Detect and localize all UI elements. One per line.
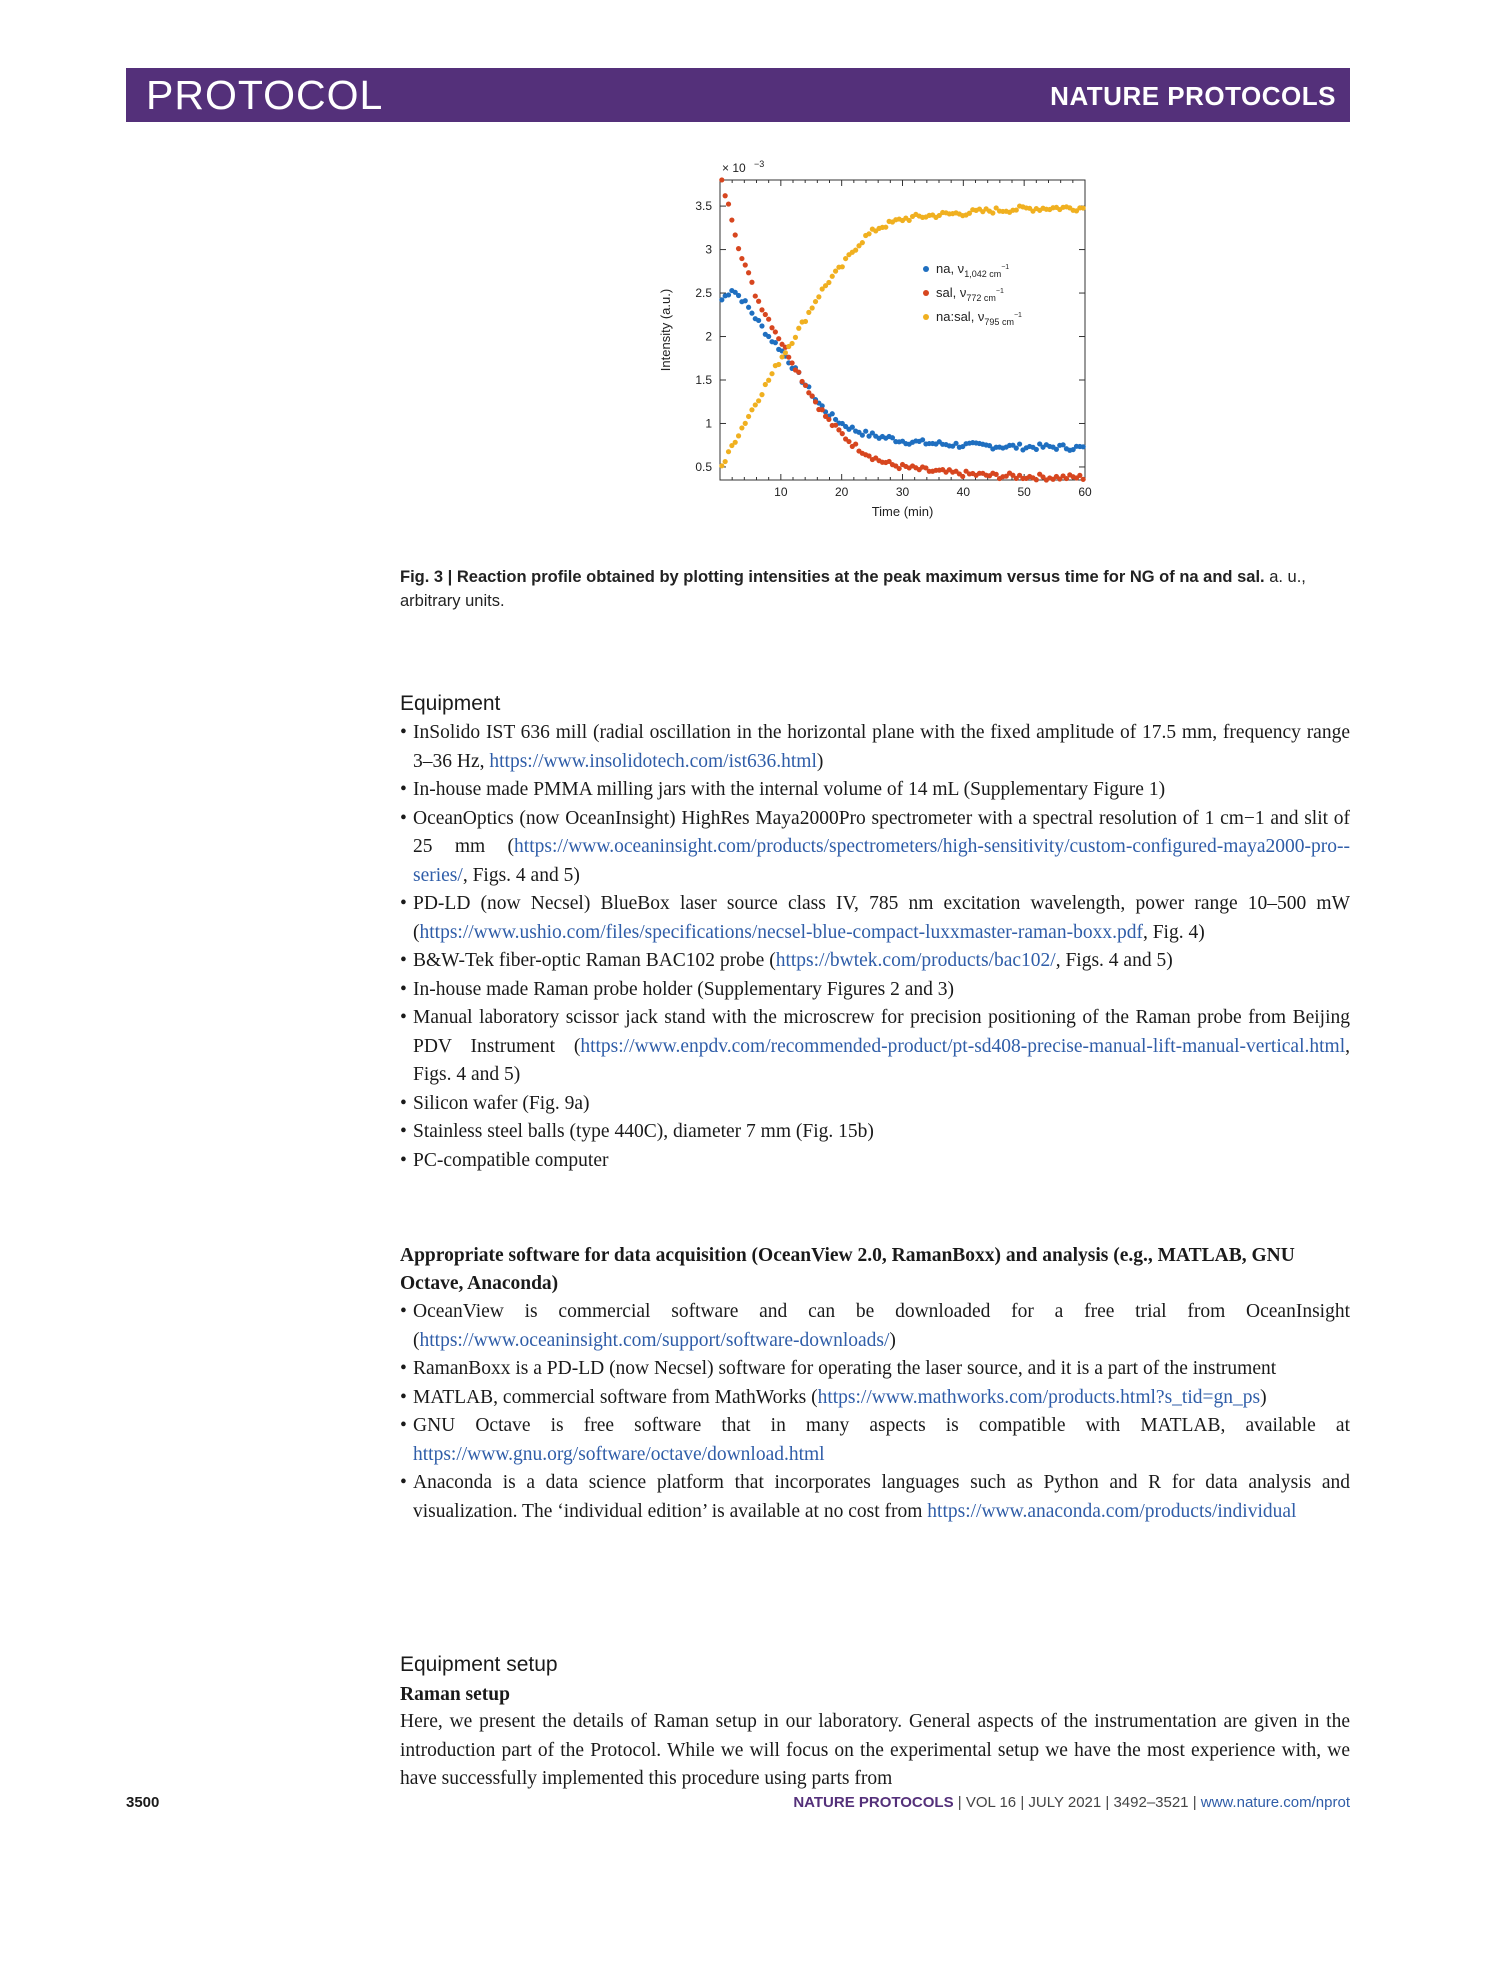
equipment-item-suffix: ) (816, 750, 824, 772)
data-point (793, 335, 798, 340)
data-point (990, 210, 995, 215)
data-point (813, 299, 818, 304)
equipment-item-text: B&W-Tek fiber-optic Raman BAC102 probe ( (413, 950, 776, 971)
footer-citation (793, 1794, 1350, 1811)
equipment-item-text: InSolido IST 636 mill (radial oscillation in the horizontal plane with the fixed amplitude of 17.5 mm, frequency range 3–36 Hz, (413, 722, 1350, 772)
data-point (759, 392, 764, 397)
data-point (883, 225, 888, 230)
data-point (1014, 207, 1019, 212)
data-point (1061, 442, 1066, 447)
data-point (746, 270, 751, 275)
y-scale-label: × 10 (722, 161, 746, 175)
data-point (726, 449, 731, 454)
data-point (773, 329, 778, 334)
data-point (756, 398, 761, 403)
equipment-item (400, 1147, 1350, 1176)
data-point (853, 441, 858, 446)
data-point (776, 362, 781, 367)
data-point (736, 246, 741, 251)
y-tick-label: 3.5 (695, 199, 712, 214)
data-point (753, 293, 758, 298)
x-axis-label: Time (min) (871, 504, 934, 519)
software-list (400, 1298, 1350, 1526)
data-point (749, 407, 754, 412)
data-point (1081, 205, 1086, 210)
figure-caption-rest: a. u., arbitrary units. (400, 568, 1306, 610)
data-point (806, 310, 811, 315)
data-point (826, 280, 831, 285)
equipment-item-link[interactable]: https://www.enpdv.com/recommended-product/pt-sd408-precise-manual-lift-manual-vertical.html (580, 1035, 1346, 1057)
data-point (833, 423, 838, 428)
data-point (759, 323, 764, 328)
data-point (853, 248, 858, 253)
data-point (1017, 441, 1022, 446)
y-axis-label: Intensity (a.u.) (658, 288, 673, 372)
reaction-profile-chart (640, 155, 1110, 555)
software-item-text: OceanView is commercial software and can be downloaded for a free trial from OceanInsight ( (413, 1301, 1350, 1351)
equipment-item-link[interactable]: https://www.oceaninsight.com/products/spectrometers/high-sensitivity/custom-configured-maya2000-pro--series/ (413, 836, 1350, 886)
y-tick-label: 2.5 (695, 286, 712, 301)
data-point (753, 402, 758, 407)
data-point (743, 421, 748, 426)
data-point (994, 472, 999, 477)
software-item-text: GNU Octave is free software that in many aspects is compatible with MATLAB, available at (413, 1415, 1350, 1436)
data-point (756, 318, 761, 323)
data-point (850, 425, 855, 430)
equipment-list (400, 719, 1350, 1175)
data-point (796, 370, 801, 375)
data-point (769, 371, 774, 376)
data-point (810, 305, 815, 310)
software-item-suffix: ) (889, 1329, 896, 1351)
software-item-text: Anaconda is a data science platform that incorporates languages such as Python and R for data analysis and visualization. The ‘individual edition’ is available at no cost from (413, 1472, 1350, 1522)
legend-entry: sal, $\nu_{772 cm}^{-1}$ (936, 285, 1004, 303)
legend-entry: na:sal, $\nu_{795 cm}^{-1}$ (936, 309, 1022, 327)
data-point (733, 232, 738, 237)
data-point (756, 299, 761, 304)
software-item-suffix: ) (1260, 1386, 1267, 1408)
data-point (907, 218, 912, 223)
data-point (830, 411, 835, 416)
equipment-item (400, 719, 1350, 776)
data-point (816, 294, 821, 299)
software-item-link[interactable]: https://www.oceaninsight.com/support/software-downloads/ (419, 1329, 890, 1351)
data-point (810, 393, 815, 398)
software-heading: Appropriate software for data acquisition (OceanView 2.0, RamanBoxx) and analysis (e.g., MATLAB, GNU Octave, Anaconda) (400, 1245, 1295, 1294)
data-point (729, 217, 734, 222)
data-point (726, 292, 731, 297)
data-point (779, 354, 784, 359)
header-banner (126, 68, 1350, 122)
software-item (400, 1384, 1350, 1413)
software-item (400, 1412, 1350, 1469)
legend-marker (923, 290, 929, 296)
data-point (789, 360, 794, 365)
equipment-item-text: PD-LD (now Necsel) BlueBox laser source class IV, 785 nm excitation wavelength, power range 10–500 mW ( (413, 893, 1350, 943)
footer-volume: | VOL 16 | JULY 2021 | 3492–3521 | (953, 1794, 1201, 1811)
equipment-item-link[interactable]: https://www.ushio.com/files/specifications/necsel-blue-compact-luxxmaster-raman-boxx.pdf (419, 921, 1143, 943)
data-point (763, 382, 768, 387)
reaction-profile-figure (640, 155, 1110, 555)
legend-marker (923, 314, 929, 320)
software-item-link[interactable]: https://www.mathworks.com/products.html?s_tid=gn_ps (817, 1386, 1261, 1408)
equipment-item-link[interactable]: https://www.insolidotech.com/ist636.html (489, 750, 817, 772)
legend-marker (923, 266, 929, 272)
y-tick-label: 3 (705, 242, 712, 257)
y-tick-label: 1.5 (695, 373, 712, 387)
equipment-item (400, 976, 1350, 1005)
data-point (833, 269, 838, 274)
data-point (786, 355, 791, 360)
data-point (766, 317, 771, 322)
data-point (736, 433, 741, 438)
software-item (400, 1298, 1350, 1355)
data-point (743, 262, 748, 267)
equipment-item (400, 947, 1350, 976)
data-point (783, 350, 788, 355)
raman-setup-paragraph: Here, we present the details of Raman setup in our laboratory. General aspects of the instrumentation are given in the introduction part of the Protocol. While we will focus on the experimental setup we have the most experience with, we have successfully implemented this procedure using parts from (400, 1711, 1350, 1789)
data-point (830, 274, 835, 279)
raman-setup-heading: Raman setup (400, 1684, 510, 1705)
software-item (400, 1355, 1350, 1384)
data-point (773, 340, 778, 345)
data-point (739, 425, 744, 430)
footer-url[interactable]: www.nature.com/nprot (1200, 1794, 1350, 1811)
data-point (736, 293, 741, 298)
equipment-item-suffix: , Figs. 4 and 5) (462, 864, 580, 886)
data-point (1014, 446, 1019, 451)
data-point (726, 201, 731, 206)
x-tick-label: 60 (1078, 485, 1092, 499)
software-item-link[interactable]: https://www.gnu.org/software/octave/download.html (413, 1443, 825, 1465)
y-tick-label: 0.5 (695, 459, 712, 474)
equipment-item-text: Stainless steel balls (type 440C), diameter 7 mm (Fig. 15b) (413, 1121, 874, 1142)
equipment-item-text: OceanOptics (now OceanInsight) HighRes Maya2000Pro spectrometer with a spectral resolution of 1 cm−1 and slit of 25 mm ( (413, 807, 1350, 857)
data-point (813, 399, 818, 404)
journal-label: NATURE PROTOCOLS (1050, 81, 1336, 111)
equipment-item (400, 1090, 1350, 1119)
data-point (746, 305, 751, 310)
data-point (749, 280, 754, 285)
x-tick-label: 40 (956, 485, 971, 499)
data-point (840, 431, 845, 436)
data-point (766, 334, 771, 339)
data-point (749, 311, 754, 316)
data-point (759, 307, 764, 312)
data-point (866, 231, 871, 236)
data-point (746, 414, 751, 419)
software-item-text: MATLAB, commercial software from MathWorks ( (413, 1386, 818, 1408)
data-point (719, 463, 724, 468)
software-item-link[interactable]: https://www.anaconda.com/products/individual (927, 1500, 1297, 1522)
x-tick-label: 50 (1017, 485, 1031, 499)
data-point (1077, 473, 1082, 478)
data-point (860, 433, 865, 438)
equipment-item (400, 805, 1350, 891)
data-point (960, 474, 965, 479)
equipment-item-text: In-house made Raman probe holder (Supplementary Figures 2 and 3) (413, 978, 954, 1000)
equipment-item (400, 1004, 1350, 1090)
data-point (733, 440, 738, 445)
equipment-item-text: Manual laboratory scissor jack stand with the microscrew for precision positioning of the Raman probe from Beijing PDV Instrument ( (413, 1007, 1350, 1057)
equipment-item-suffix: , Figs. 4 and 5) (413, 1035, 1350, 1085)
series-na (719, 288, 1086, 453)
equipment-item-text: PC-compatible computer (413, 1149, 609, 1171)
data-point (840, 264, 845, 269)
equipment-item (400, 776, 1350, 805)
figure-caption-label: Fig. 3 | Reaction profile obtained by plotting intensities at the peak maximum versus time for NG of na and sal. (400, 568, 1265, 586)
data-point (897, 466, 902, 471)
data-point (769, 325, 774, 330)
data-point (796, 326, 801, 331)
data-point (766, 378, 771, 383)
x-tick-label: 20 (834, 485, 849, 499)
data-point (1081, 477, 1086, 482)
equipment-item-text: In-house made PMMA milling jars with the internal volume of 14 mL (Supplementary Figure 1) (413, 779, 1166, 800)
software-item (400, 1469, 1350, 1526)
data-point (920, 437, 925, 442)
data-point (800, 379, 805, 384)
data-point (846, 439, 851, 444)
data-point (803, 383, 808, 388)
data-point (1054, 447, 1059, 452)
data-point (820, 407, 825, 412)
x-tick-label: 10 (774, 485, 788, 499)
data-point (789, 341, 794, 346)
data-point (719, 177, 724, 182)
data-point (860, 240, 865, 245)
equipment-item (400, 890, 1350, 947)
data-point (1034, 447, 1039, 452)
equipment-item-suffix: , Figs. 4 and 5) (1055, 950, 1173, 971)
footer-journal: NATURE PROTOCOLS (793, 1794, 954, 1811)
equipment-item-suffix: , Fig. 4) (1142, 921, 1205, 943)
data-point (826, 417, 831, 422)
data-point (803, 319, 808, 324)
x-tick-label: 30 (895, 485, 910, 499)
page-number: 3500 (126, 1794, 160, 1811)
data-point (723, 193, 728, 198)
data-point (1081, 444, 1086, 449)
y-tick-label: 2 (705, 329, 712, 344)
equipment-item-text: Silicon wafer (Fig. 9a) (413, 1092, 590, 1114)
data-point (863, 429, 868, 434)
equipment-item (400, 1118, 1350, 1147)
figure-caption (400, 565, 1350, 613)
equipment-setup-heading: Equipment setup (400, 1653, 558, 1676)
y-tick-label: 1 (705, 416, 712, 431)
y-scale-exponent: −3 (754, 159, 765, 169)
series-sal (719, 177, 1086, 482)
software-item-text: RamanBoxx is a PD-LD (now Necsel) software for operating the laser source, and it is a part of the instrument (413, 1358, 1277, 1379)
data-point (719, 297, 724, 302)
data-point (739, 256, 744, 261)
series-na-sal (719, 203, 1086, 468)
data-point (763, 312, 768, 317)
data-point (743, 298, 748, 303)
equipment-item-link[interactable]: https://bwtek.com/products/bac102/ (775, 950, 1056, 971)
data-point (723, 459, 728, 464)
data-point (1034, 477, 1039, 482)
equipment-heading: Equipment (400, 692, 501, 715)
section-label: PROTOCOL (146, 72, 384, 118)
legend-entry: na, $\nu_{1,042 cm}^{-1}$ (936, 261, 1010, 279)
data-point (776, 336, 781, 341)
